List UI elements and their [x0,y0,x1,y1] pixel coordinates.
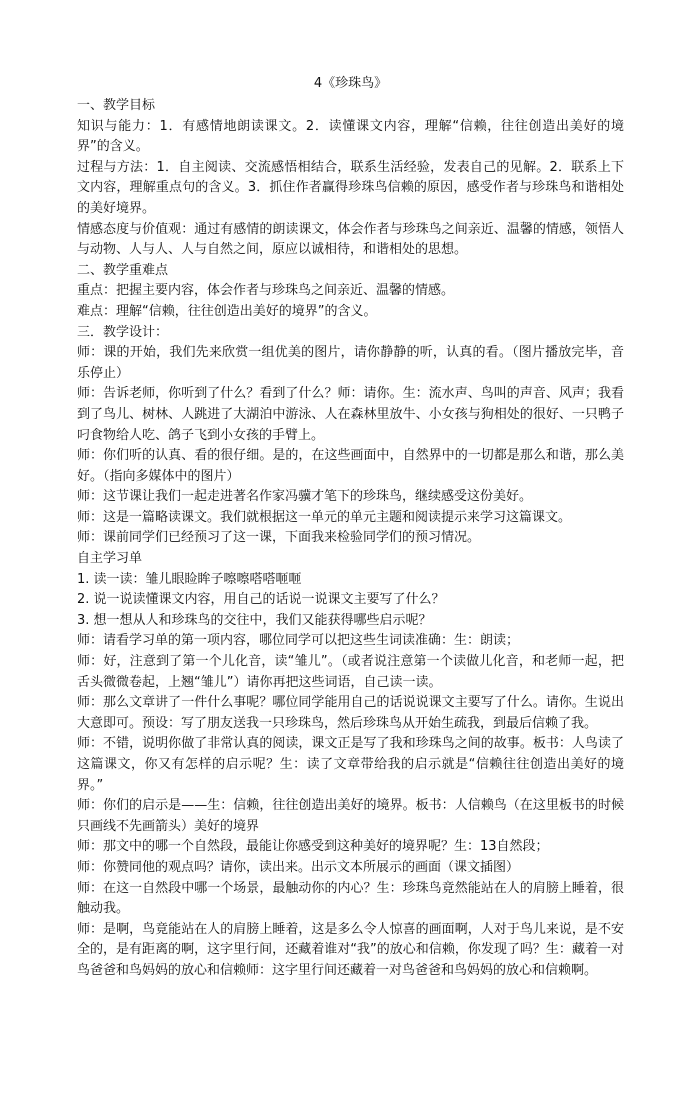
paragraph: 师：课前同学们已经预习了这一课，下面我来检验同学们的预习情况。 [77,530,481,546]
document-page [77,74,624,982]
paragraph: 师：不错，说明你做了非常认真的阅读，课文正是写了我和珍珠鸟之间的故事。板书：人鸟读了这篇课文，你又有怎样的启示呢？生：读了文章带给我的启示就是“信赖往往创造出美好的境界。” [77,736,624,793]
paragraph: 师：课的开始，我们先来欣赏一组优美的图片，请你静静的听，认真的看。（图片播放完毕，音乐停止） [77,345,624,381]
paragraph: 过程与方法：1．自主阅读、交流感悟相结合，联系生活经验，发表自己的见解。2．联系上下文内容，理解重点句的含义。3．抓住作者赢得珍珠鸟信赖的原因，感受作者与珍珠鸟和谐相处的美好境界。 [77,159,624,216]
paragraph: 师：你赞同他的观点吗？请你，读出来。出示文本所展示的画面（课文插图） [77,859,520,875]
section-heading: 一、教学目标 [77,98,156,113]
paragraph: 师：你们听的认真、看的很仔细。是的，在这些画面中，自然界中的一切都是那么和谐，那么美好。（指向多媒体中的图片） [77,448,624,484]
paragraph: 师：这是一篇略读课文。我们就根据这一单元的单元主题和阅读提示来学习这篇课文。 [77,509,572,525]
document-body [77,96,624,982]
paragraph: 知识与能力：1．有感情地朗读课文。2．读懂课文内容，理解“信赖，往往创造出美好的境界”的含义。 [77,118,624,155]
paragraph: 重点：把握主要内容，体会作者与珍珠鸟之间亲近、温馨的情感。 [77,283,455,299]
paragraph: 师：告诉老师，你听到了什么？看到了什么？师：请你。生：流水声、鸟叫的声音、风声；我看到了鸟儿、树林、人跳进了大湖泊中游泳、人在森林里放牛、小女孩与狗相处的很好、一只鸭子叼食物给人吃、鸽子飞到小女孩的手臂上。 [77,386,624,443]
section-heading: 自主学习单 [77,551,143,567]
document-title: 4《珍珠鸟》 [313,76,388,91]
section-heading: 三．教学设计： [77,324,169,340]
paragraph: 难点：理解“信赖，往往创造出美好的境界”的含义。 [77,303,377,319]
paragraph: 2. 说一说读懂课文内容，用自己的话说一说课文主要写了什么？ [77,592,445,608]
section-heading: 二、教学重难点 [77,262,169,278]
paragraph: 师：那文中的哪一个自然段，最能让你感受到这种美好的境界呢？生：13自然段； [77,839,549,855]
paragraph: 师：是啊，鸟竟能站在人的肩膀上睡着，这是多么令人惊喜的画面啊，人对于鸟儿来说，是不安全的，是有距离的啊，这字里行间，还藏着谁对“我”的放心和信赖，你发现了吗？生：藏着一对鸟爸爸和鸟妈妈的放心和信赖师：这字里行间还藏着一对鸟爸爸和鸟妈妈的放心和信赖啊。 [77,921,624,978]
paragraph: 情感态度与价值观：通过有感情的朗读课文，体会作者与珍珠鸟之间亲近、温馨的情感，领悟人与动物、人与人、人与自然之间，原应以诚相待，和谐相处的思想。 [77,221,624,258]
paragraph: 师：在这一自然段中哪一个场景，最触动你的内心？生：珍珠鸟竟然能站在人的肩膀上睡着，很触动我。 [77,880,624,917]
paragraph: 师：那么文章讲了一件什么事呢？哪位同学能用自己的话说说课文主要写了什么。请你。生说出大意即可。预设：写了朋友送我一只珍珠鸟，然后珍珠鸟从开始生疏我，到最后信赖了我。 [77,695,624,731]
paragraph: 师：好，注意到了第一个儿化音，读“雏儿”。（或者说注意第一个读做儿化音，和老师一起，把舌头微微卷起，上翘“雏儿”）请你再把这些词语，自己读一读。 [77,654,624,690]
paragraph: 师：请看学习单的第一项内容，哪位同学可以把这些生词读准确：生：朗读； [77,633,520,649]
paragraph: 师：这节课让我们一起走进著名作家冯骥才笔下的珍珠鸟，继续感受这份美好。 [77,489,533,505]
paragraph: 3. 想一想从人和珍珠鸟的交往中，我们又能获得哪些启示呢？ [77,612,432,628]
paragraph: 1. 读一读：雏儿眼睑眸子嚓嚓嗒嗒咂咂 [77,571,302,587]
paragraph: 师：你们的启示是——生：信赖，往往创造出美好的境界。板书：人信赖鸟（在这里板书的时候只画线不先画箭头）美好的境界 [77,798,624,834]
